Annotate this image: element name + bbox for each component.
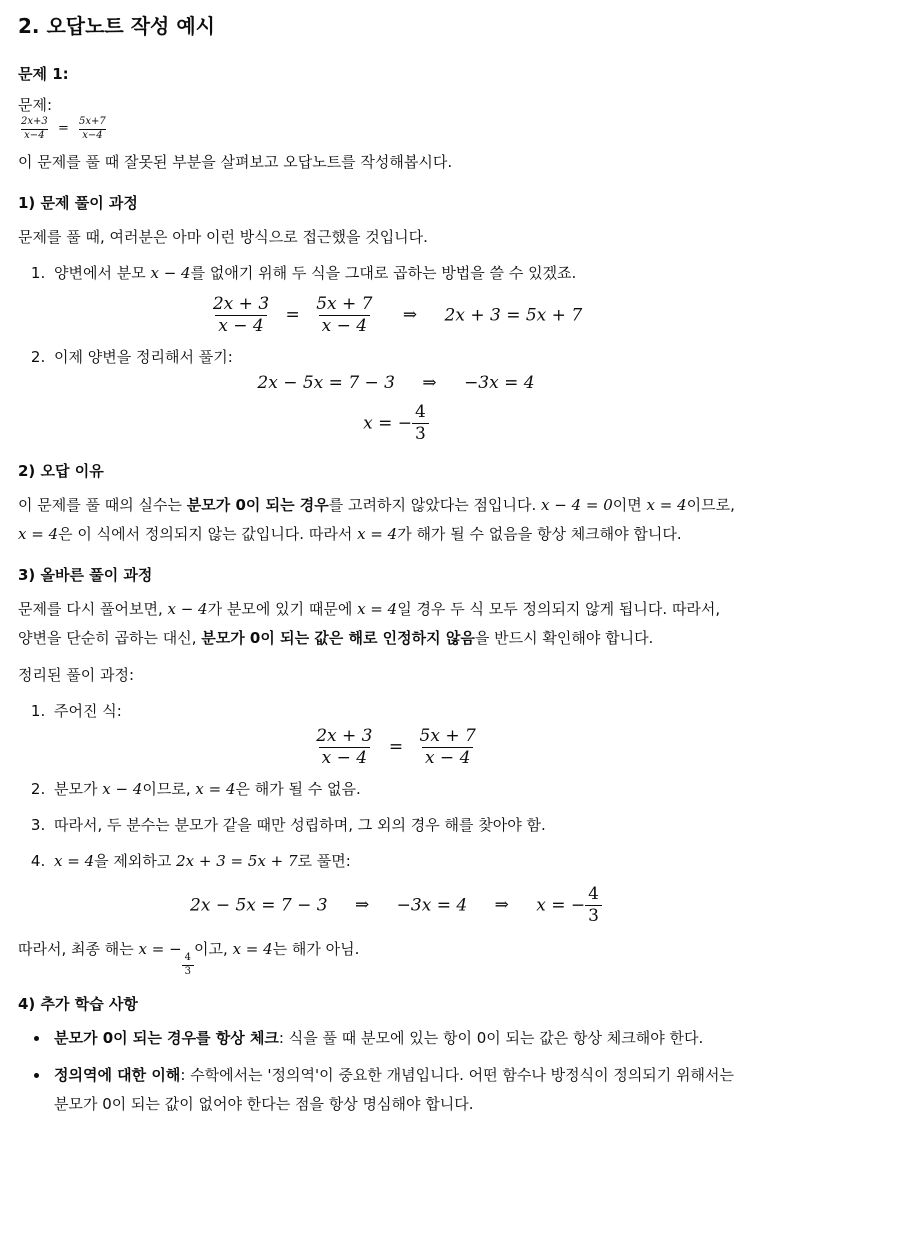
section-1-step-2: 2. 이제 양변을 정리해서 풀기: 2x − 5x = 7 − 3 ⇒ −3x = 4 x = − $\frac{4}{3}$: [50, 344, 738, 446]
equation-multiply: $\frac{2x + 3}{x - 4}$ = $\frac{5x + 7}{x - 4}$ ⇒ 2x + 3 = 5x + 7: [212, 294, 583, 337]
section-1-step-1: 1. 양변에서 분모 x − 4를 없애기 위해 두 식을 그대로 곱하는 방법을 쓸 수 있겠죠. $\frac{2x + 3}{x - 4}$ = $\frac{5x + 7}{x - 4}$ ⇒ 2x + 3 = 5x + 7: [50, 260, 738, 338]
learning-item-2: • 정의역에 대한 이해: 수학에서는 '정의역'이 중요한 개념입니다. 어떤 함수나 방정식이 정의되기 위해서는 분모가 0이 되는 값이 없어야 한다는 점을 항상 명심해야 합니다.: [50, 1061, 738, 1119]
section-3-step-1: 1. 주어진 식: $\frac{2x + 3}{x - 4}$ = $\frac{5x + 7}{x - 4}$: [50, 698, 738, 770]
equation-wrong-answer: x = − $\frac{4}{3}$: [54, 402, 738, 446]
section-3-text: 문제를 다시 풀어보면, x − 4가 분모에 있기 때문에 x = 4일 경우 두 식 모두 정의되지 않게 됩니다. 따라서, 양변을 단순히 곱하는 대신, 분모가 0이 되는 값은 해로 인정하지 않음을 반드시 확인해야 합니다.: [18, 600, 721, 647]
section-3-steps: [18, 698, 738, 927]
problem-label: 문제:: [18, 96, 53, 114]
section-1-heading: 1) 문제 풀이 과정: [18, 194, 138, 212]
problem-equation: $\frac{2x+3}{x-4}$ = $\frac{5x+7}{x-4}$: [21, 116, 106, 141]
section-3-step-4: 4. x = 4을 제외하고 2x + 3 = 5x + 7로 풀면: 2x − 5x = 7 − 3 ⇒ −3x = 4 ⇒ x = − $\frac{4}{3}$: [50, 848, 738, 928]
final-answer: 따라서, 최종 해는 x = − $\frac{4}{3}$ 이고, x = 4는 해가 아님.: [18, 940, 360, 977]
equation-simplify: 2x − 5x = 7 − 3 ⇒ −3x = 4: [257, 372, 535, 393]
section-3-heading: 3) 올바른 풀이 과정: [18, 566, 153, 584]
section-4-heading: 4) 추가 학습 사항: [18, 995, 138, 1013]
intro-text: 이 문제를 풀 때 잘못된 부분을 살펴보고 오답노트를 작성해봅시다.: [18, 153, 453, 171]
section-3-step-2: 2. 분모가 x − 4이므로, x = 4은 해가 될 수 없음.: [50, 776, 738, 802]
equation-given: $\frac{2x + 3}{x - 4}$ = $\frac{5x + 7}{x - 4}$: [316, 726, 476, 769]
problem-heading: 문제 1:: [18, 65, 69, 83]
learning-item-1: • 분모가 0이 되는 경우를 항상 체크: 식을 풀 때 분모에 있는 항이 0이 되는 값은 항상 체크해야 한다.: [50, 1024, 738, 1053]
section-2-heading: 2) 오답 이유: [18, 462, 104, 480]
section-1-steps: [18, 260, 738, 445]
equation-correct-solution: 2x − 5x = 7 − 3 ⇒ −3x = 4 ⇒ x = − $\frac{4}{3}$: [54, 884, 738, 928]
summary-label: 정리된 풀이 과정:: [18, 666, 135, 684]
section-4-list: [18, 1024, 738, 1119]
page-title: 2. 오답노트 작성 예시: [18, 14, 215, 38]
section-2-text: 이 문제를 풀 때의 실수는 분모가 0이 되는 경우를 고려하지 않았다는 점입니다. x − 4 = 0이면 x = 4이므로, x = 4은 이 식에서 정의되지 않는 값입니다. 따라서 x = 4가 해가 될 수 없음을 항상 체크해야 합니다.: [18, 496, 735, 543]
section-1-intro: 문제를 풀 때, 여러분은 아마 이런 방식으로 접근했을 것입니다.: [18, 228, 428, 246]
section-3-step-3: 3. 따라서, 두 분수는 분모가 같을 때만 성립하며, 그 외의 경우 해를 찾아야 함.: [50, 812, 738, 838]
